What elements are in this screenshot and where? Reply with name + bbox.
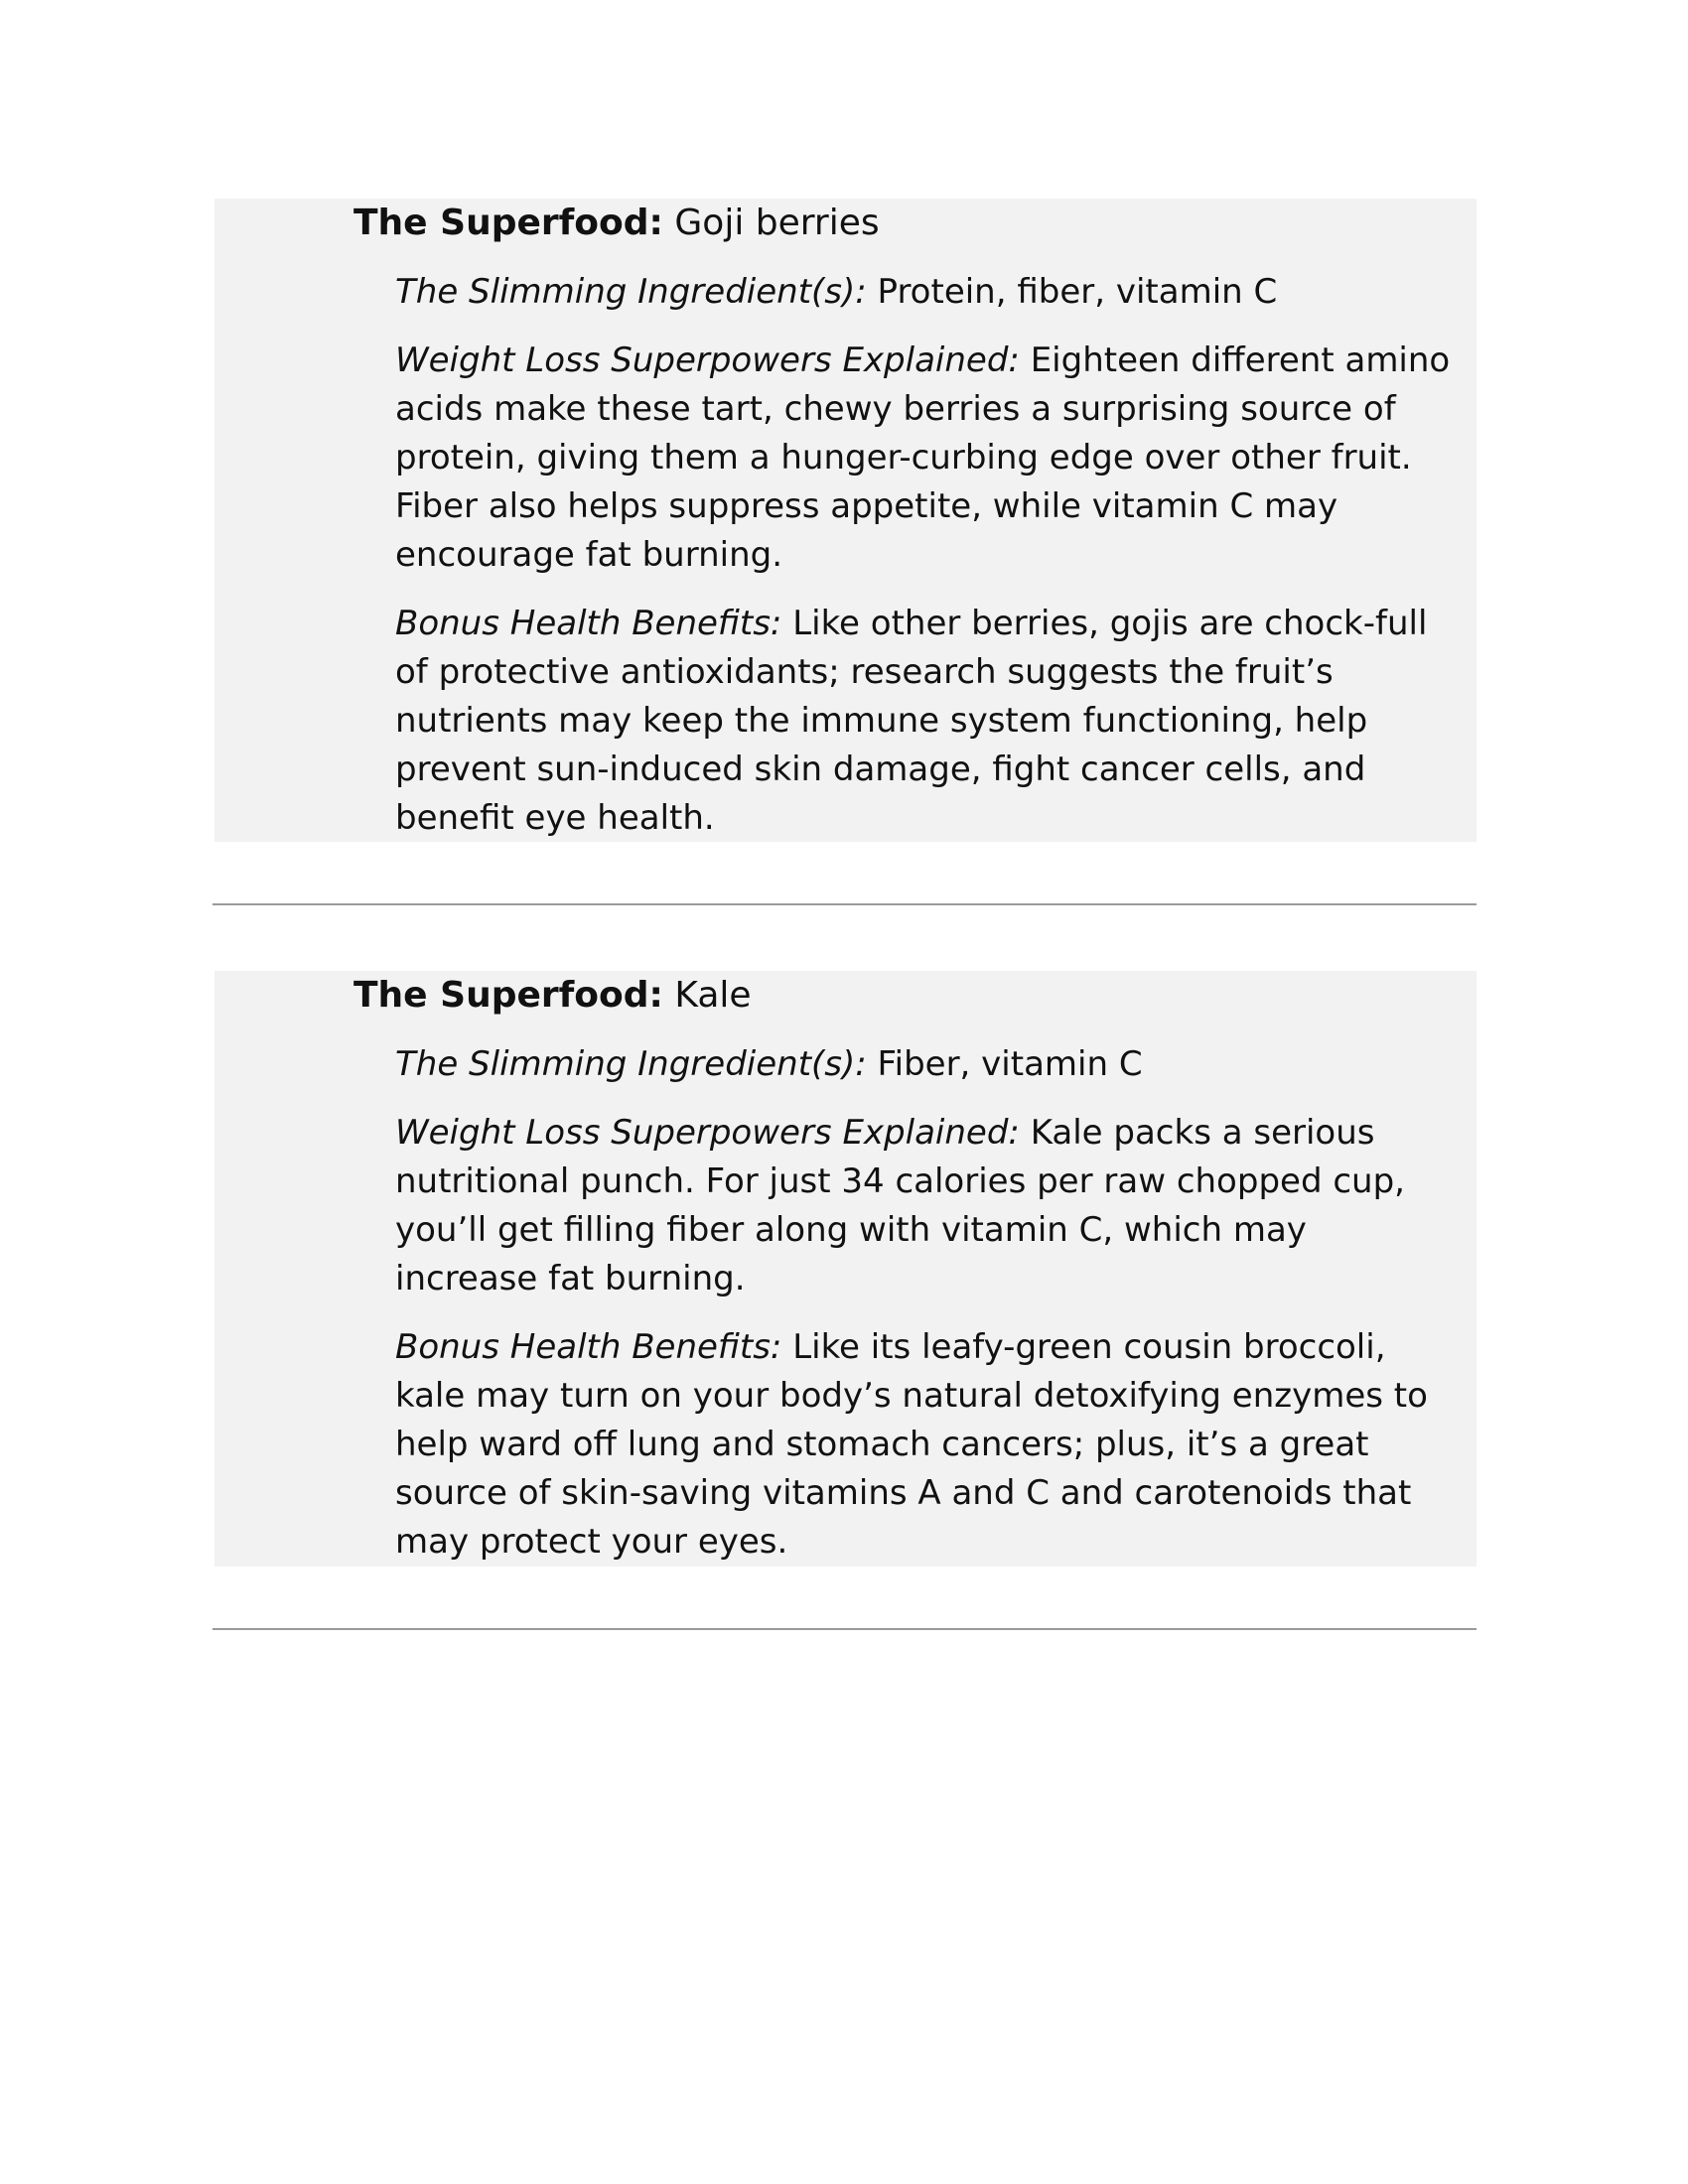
weight-loss-explained-text: Eighteen different amino acids make these tart, chewy berries a surprising source of protein, giving them a hunger-curbing edge over other fruit. Fiber also helps suppress appetite, while vitamin C may encourage fat burning. (395, 341, 1451, 575)
slimming-ingredients-value: Protein, fiber, vitamin C (877, 272, 1278, 312)
weight-loss-explained-text: Kale packs a serious nutritional punch. For just 34 calories per raw chopped cup, you’ll get filling fiber along with vitamin C, which may increase fat burning. (395, 1113, 1405, 1298)
bonus-health-benefits (395, 1323, 1458, 1567)
superfood-heading (353, 199, 880, 248)
bonus-health-benefits-text: Like its leafy-green cousin broccoli, kale may turn on your body’s natural detoxifying enzymes to help ward off lung and stomach cancers; plus, it’s a great source of skin-saving vitamins A and C and carotenoids that may protect your eyes. (395, 1327, 1428, 1562)
slimming-ingredients-label: The Slimming Ingredient(s): (395, 1044, 867, 1084)
bonus-health-benefits-label: Bonus Health Benefits: (395, 1327, 782, 1367)
superfood-label: The Superfood: (353, 203, 663, 243)
superfood-heading (353, 971, 752, 1021)
slimming-ingredients (395, 1040, 1458, 1089)
weight-loss-explained-label: Weight Loss Superpowers Explained: (395, 341, 1020, 380)
superfood-label: The Superfood: (353, 975, 663, 1016)
section-divider (212, 903, 1477, 905)
superfood-name: Kale (674, 975, 752, 1016)
section-divider (212, 1628, 1477, 1630)
weight-loss-explained (395, 337, 1458, 580)
slimming-ingredients (395, 268, 1458, 317)
bonus-health-benefits-text: Like other berries, gojis are chock-full of protective antioxidants; research suggests the fruit’s nutrients may keep the immune system functioning, help prevent sun-induced skin damage, fight cancer cells, and benefit eye health. (395, 604, 1428, 838)
superfood-card-goji (214, 199, 1477, 842)
weight-loss-explained-label: Weight Loss Superpowers Explained: (395, 1113, 1020, 1153)
superfood-name: Goji berries (674, 203, 880, 243)
slimming-ingredients-value: Fiber, vitamin C (877, 1044, 1143, 1084)
superfood-card-kale (214, 971, 1477, 1567)
bonus-health-benefits (395, 600, 1458, 843)
bonus-health-benefits-label: Bonus Health Benefits: (395, 604, 782, 643)
weight-loss-explained (395, 1109, 1458, 1303)
slimming-ingredients-label: The Slimming Ingredient(s): (395, 272, 867, 312)
